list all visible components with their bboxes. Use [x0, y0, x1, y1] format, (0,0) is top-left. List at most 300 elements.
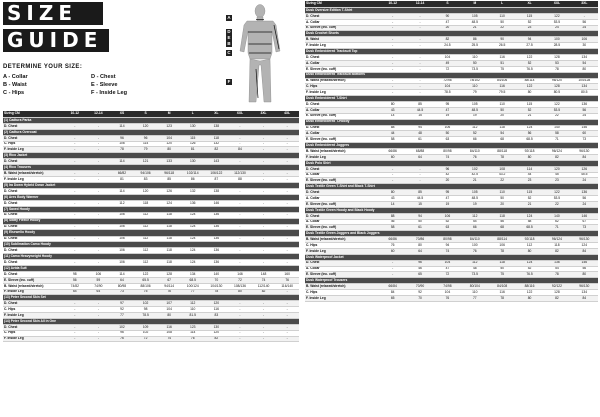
- table-cell: 74: [157, 336, 181, 342]
- table-cell: 76: [275, 277, 299, 283]
- measurement-item-a: A - Collar: [3, 74, 28, 80]
- table-cell: 79: [461, 90, 488, 96]
- table-cell: -: [252, 200, 276, 206]
- table-cell: 59: [87, 277, 111, 283]
- table-cell: 28.5: [543, 43, 570, 49]
- table-cell: 88: [228, 177, 252, 183]
- measurement-heading: DETERMINE YOUR SIZE:: [3, 64, 83, 70]
- table-row: [305, 295, 598, 301]
- table-cell: 118: [157, 260, 181, 266]
- table-cell: -: [63, 336, 87, 342]
- measurement-label: A. Collar: [305, 107, 379, 113]
- table-cell: 45: [543, 172, 570, 178]
- table-cell: -: [275, 159, 299, 165]
- table-cell: -: [275, 224, 299, 230]
- table-cell: 112: [461, 125, 488, 131]
- table-cell: 112: [134, 212, 158, 218]
- table-cell: 136: [571, 190, 598, 196]
- table-cell: 124: [157, 200, 181, 206]
- table-cell: 108: [489, 166, 516, 172]
- column-header: 4XL: [275, 111, 299, 117]
- table-cell: 124: [516, 260, 543, 266]
- table-cell: 80/98: [434, 149, 461, 155]
- table-cell: 130: [205, 324, 229, 330]
- measurement-label: D. Chest: [3, 200, 63, 206]
- table-cell: 115: [516, 13, 543, 19]
- body-measurement-figure: [220, 3, 300, 105]
- table-cell: -: [228, 307, 252, 313]
- table-cell: 120: [134, 188, 158, 194]
- table-cell: 76: [181, 336, 205, 342]
- table-cell: 63: [434, 137, 461, 143]
- table-cell: 122: [543, 190, 570, 196]
- figure-label-a: A: [227, 15, 231, 20]
- table-cell: -: [379, 178, 406, 184]
- table-cell: 49: [434, 60, 461, 66]
- table-cell: 118: [205, 135, 229, 141]
- table-cell: 124: [181, 212, 205, 218]
- measurement-label: D. Chest: [3, 248, 63, 254]
- table-cell: 77: [461, 295, 488, 301]
- measurement-label: D. Chest: [305, 125, 379, 131]
- table-cell: 24: [571, 25, 598, 31]
- table-cell: 52: [516, 60, 543, 66]
- measurement-label: F. Inside Leg: [305, 154, 379, 160]
- table-cell: 19: [461, 113, 488, 119]
- table-cell: -: [275, 171, 299, 177]
- table-cell: 100/124: [181, 283, 205, 289]
- table-cell: -: [228, 324, 252, 330]
- table-cell: -: [87, 236, 111, 242]
- table-cell: 73.5: [461, 272, 488, 278]
- table-cell: 56: [516, 131, 543, 137]
- table-cell: 86: [181, 177, 205, 183]
- table-cell: 122: [543, 102, 570, 108]
- table-cell: -: [87, 123, 111, 129]
- table-cell: 53: [543, 60, 570, 66]
- table-cell: 78: [543, 66, 570, 72]
- table-cell: 136: [205, 212, 229, 218]
- table-cell: -: [379, 37, 406, 43]
- table-cell: -: [87, 313, 111, 319]
- table-cell: 126: [181, 141, 205, 147]
- table-cell: 120: [205, 301, 229, 307]
- table-cell: 124: [516, 125, 543, 131]
- table-cell: -: [252, 188, 276, 194]
- table-cell: 20: [434, 25, 461, 31]
- left-size-table: [3, 111, 299, 342]
- product-name: (12) Avida Suit: [3, 266, 299, 272]
- column-header: XL: [516, 1, 543, 7]
- measurement-label: B. Waist (relaxed/stretch): [305, 78, 379, 84]
- table-cell: 21: [461, 178, 488, 184]
- table-cell: 132: [205, 141, 229, 147]
- table-cell: 54: [571, 60, 598, 66]
- table-cell: 88/114: [489, 237, 516, 243]
- table-cell: 62: [543, 219, 570, 225]
- product-name: (1) Cadtura Parka: [3, 117, 299, 123]
- table-cell: 88: [379, 125, 406, 131]
- table-cell: -: [63, 330, 87, 336]
- table-cell: -: [252, 141, 276, 147]
- table-cell: 44.5: [406, 196, 433, 202]
- table-cell: 84: [228, 147, 252, 153]
- measurement-label: F. Inside Leg: [3, 336, 63, 342]
- table-cell: -: [379, 266, 406, 272]
- table-cell: 66: [461, 225, 488, 231]
- measurement-label: B. Waist (relaxed/stretch): [305, 237, 379, 243]
- table-cell: -: [252, 177, 276, 183]
- measurement-label: F. Inside Leg: [3, 289, 63, 295]
- table-cell: 74: [434, 248, 461, 254]
- table-cell: -: [379, 166, 406, 172]
- column-header: 12-14: [406, 1, 433, 7]
- table-cell: 46: [406, 266, 433, 272]
- table-cell: 96/120: [543, 78, 570, 84]
- table-cell: -: [63, 236, 87, 242]
- title-line-2: GUIDE: [3, 29, 109, 52]
- table-cell: 106: [110, 260, 134, 266]
- table-cell: -: [275, 177, 299, 183]
- table-cell: 75: [489, 66, 516, 72]
- table-cell: 107: [157, 301, 181, 307]
- table-cell: 48.5: [461, 196, 488, 202]
- table-cell: -: [275, 289, 299, 295]
- measurement-label: B. Waist (relaxed/stretch): [305, 149, 379, 155]
- table-cell: 134: [571, 55, 598, 61]
- table-cell: 74: [434, 154, 461, 160]
- table-cell: 97: [110, 301, 134, 307]
- table-cell: 80: [406, 243, 433, 249]
- table-cell: 67: [157, 277, 181, 283]
- table-cell: -: [252, 324, 276, 330]
- table-cell: -: [406, 172, 433, 178]
- table-cell: 128: [157, 272, 181, 278]
- table-cell: -: [228, 330, 252, 336]
- measurement-item-b: B - Waist: [3, 82, 27, 88]
- table-cell: 106: [110, 212, 134, 218]
- table-cell: -: [63, 159, 87, 165]
- table-cell: -: [87, 336, 111, 342]
- table-cell: 80/98: [110, 283, 134, 289]
- table-cell: 70: [406, 295, 433, 301]
- table-cell: -: [406, 66, 433, 72]
- measurement-label: F. Inside Leg: [305, 90, 379, 96]
- table-cell: 136: [543, 260, 570, 266]
- table-cell: 73.5: [461, 66, 488, 72]
- table-cell: 121: [134, 159, 158, 165]
- table-cell: 106: [434, 125, 461, 131]
- table-cell: 52: [516, 196, 543, 202]
- table-cell: 82: [543, 248, 570, 254]
- table-cell: 72: [228, 277, 252, 283]
- table-cell: -: [87, 159, 111, 165]
- table-cell: 134: [571, 84, 598, 90]
- table-cell: 22: [489, 178, 516, 184]
- table-cell: 102: [134, 330, 158, 336]
- table-cell: -: [63, 200, 87, 206]
- product-name: Dusk Textile Green T-Shirt and Black T-Shirt: [305, 184, 598, 190]
- table-cell: -: [406, 166, 433, 172]
- table-cell: -: [275, 313, 299, 319]
- table-cell: 58: [543, 131, 570, 137]
- table-cell: 78: [489, 154, 516, 160]
- table-cell: 114: [110, 123, 134, 129]
- table-cell: 48: [461, 266, 488, 272]
- table-cell: -: [275, 307, 299, 313]
- measurement-label: D. Chest: [3, 212, 63, 218]
- table-cell: 15: [406, 201, 433, 207]
- table-cell: 54: [461, 219, 488, 225]
- table-cell: 71: [543, 137, 570, 143]
- table-cell: 110: [181, 307, 205, 313]
- column-header: 3XL: [571, 1, 598, 7]
- table-cell: 110: [461, 84, 488, 90]
- table-cell: -: [275, 330, 299, 336]
- table-cell: 73: [110, 289, 134, 295]
- table-cell: 95: [434, 102, 461, 108]
- column-header: L: [489, 1, 516, 7]
- table-cell: 78: [205, 289, 229, 295]
- table-cell: 80: [571, 272, 598, 278]
- table-cell: 78/102: [461, 78, 488, 84]
- measurement-label: A. Collar: [305, 266, 379, 272]
- table-cell: 123: [157, 123, 181, 129]
- table-cell: 124: [571, 243, 598, 249]
- measurement-label: E. Sleeve (inc. cuff): [305, 113, 379, 119]
- column-header: XXL: [228, 111, 252, 117]
- table-cell: -: [571, 13, 598, 19]
- table-cell: 22: [489, 25, 516, 31]
- product-name: (9) Elsewelio Hoody: [3, 230, 299, 236]
- table-cell: 96/130: [571, 284, 598, 290]
- measurement-label: B. Waist (relaxed/stretch): [3, 171, 63, 177]
- table-cell: 128: [543, 290, 570, 296]
- table-cell: 114: [134, 141, 158, 147]
- table-cell: 74/90: [87, 283, 111, 289]
- table-cell: 112: [181, 301, 205, 307]
- table-cell: 104: [434, 84, 461, 90]
- table-cell: 77: [110, 313, 134, 319]
- table-cell: -: [379, 260, 406, 266]
- table-cell: -: [275, 236, 299, 242]
- table-cell: 84/106: [489, 78, 516, 84]
- table-cell: 68.5: [516, 137, 543, 143]
- table-cell: 112: [134, 224, 158, 230]
- table-cell: 102: [110, 324, 134, 330]
- table-cell: 53.5: [543, 107, 570, 113]
- table-cell: 122: [516, 290, 543, 296]
- measurement-item-f: F - Inside Leg: [91, 90, 128, 96]
- table-cell: 108: [157, 330, 181, 336]
- table-cell: -: [228, 141, 252, 147]
- product-name: (14) Peter Second Skin All in One: [3, 318, 299, 324]
- table-cell: 68/88: [406, 149, 433, 155]
- table-cell: 70/90: [406, 284, 433, 290]
- measurement-label: B. Waist: [305, 37, 379, 43]
- title-line-1: SIZE: [3, 2, 103, 25]
- table-cell: 54: [543, 266, 570, 272]
- table-cell: 66: [461, 137, 488, 143]
- table-cell: -: [252, 301, 276, 307]
- table-cell: 78.5: [434, 90, 461, 96]
- measurement-label: F. Inside Leg: [305, 43, 379, 49]
- table-cell: 118: [489, 213, 516, 219]
- table-cell: 114: [516, 166, 543, 172]
- table-cell: 81.5: [181, 313, 205, 319]
- table-cell: 52: [516, 107, 543, 113]
- table-cell: 90: [434, 13, 461, 19]
- table-cell: 78: [489, 295, 516, 301]
- table-cell: 104: [157, 135, 181, 141]
- table-cell: 126: [157, 188, 181, 194]
- table-cell: 60: [571, 131, 598, 137]
- table-cell: 116: [489, 290, 516, 296]
- table-cell: 80: [379, 102, 406, 108]
- measurement-label: A. Collar: [305, 131, 379, 137]
- table-cell: 65: [406, 272, 433, 278]
- product-name: (5) Ira Down Hybrid Down Jacket: [3, 182, 299, 188]
- measurement-label: E. Sleeve (inc. cuff): [305, 137, 379, 143]
- table-cell: -: [63, 141, 87, 147]
- table-cell: 105: [461, 102, 488, 108]
- table-cell: 124: [181, 236, 205, 242]
- table-cell: 112/140: [252, 283, 276, 289]
- table-cell: 94: [434, 243, 461, 249]
- table-cell: 96: [134, 135, 158, 141]
- table-cell: 140: [543, 125, 570, 131]
- table-cell: 106: [110, 236, 134, 242]
- table-cell: -: [275, 147, 299, 153]
- table-cell: 50: [406, 219, 433, 225]
- table-cell: 112: [516, 243, 543, 249]
- table-cell: 115: [516, 190, 543, 196]
- table-cell: -: [252, 330, 276, 336]
- table-cell: 105: [461, 13, 488, 19]
- table-cell: 15: [406, 113, 433, 119]
- product-name: Dusk Embroidered T-Shirt: [305, 96, 598, 102]
- table-cell: 65.5: [134, 277, 158, 283]
- table-cell: 80: [571, 66, 598, 72]
- table-cell: -: [275, 200, 299, 206]
- table-cell: 160: [275, 272, 299, 278]
- table-cell: 21: [461, 25, 488, 31]
- table-cell: 114: [110, 272, 134, 278]
- table-cell: -: [379, 272, 406, 278]
- table-cell: 43: [379, 107, 406, 113]
- table-cell: 116: [489, 55, 516, 61]
- table-cell: 58: [379, 225, 406, 231]
- table-cell: 82: [205, 147, 229, 153]
- table-cell: 64: [110, 277, 134, 283]
- table-cell: 115: [516, 102, 543, 108]
- table-cell: 56: [571, 196, 598, 202]
- measurement-label: D. Chest: [3, 135, 63, 141]
- column-header: L: [181, 111, 205, 117]
- table-cell: 60: [379, 154, 406, 160]
- table-cell: 112: [134, 236, 158, 242]
- table-cell: 118: [157, 224, 181, 230]
- table-cell: 110: [489, 13, 516, 19]
- measurement-label: E. Sleeve (inc. cuff): [305, 225, 379, 231]
- table-cell: -: [63, 188, 87, 194]
- table-cell: 75: [134, 289, 158, 295]
- table-cell: -: [252, 313, 276, 319]
- table-cell: -: [228, 236, 252, 242]
- measurement-label: A. Collar: [305, 219, 379, 225]
- table-cell: 146: [571, 125, 598, 131]
- table-cell: 80.5: [543, 90, 570, 96]
- figure-label-f: F: [227, 79, 231, 84]
- product-name: (7) Saxed Hoody: [3, 206, 299, 212]
- table-cell: 133: [157, 159, 181, 165]
- product-name: (3) Rico Jacket: [3, 153, 299, 159]
- table-cell: 50: [489, 19, 516, 25]
- table-cell: 80.5: [571, 90, 598, 96]
- table-cell: 120: [205, 330, 229, 336]
- measurement-label: D. Chest: [3, 324, 63, 330]
- table-cell: -: [252, 336, 276, 342]
- table-cell: 66/84: [379, 284, 406, 290]
- table-cell: 19: [434, 113, 461, 119]
- table-cell: -: [228, 188, 252, 194]
- table-cell: -: [406, 13, 433, 19]
- table-cell: 47: [434, 196, 461, 202]
- table-cell: 124: [181, 260, 205, 266]
- measurement-label: E. Sleeve (inc. cuff): [305, 66, 379, 72]
- table-cell: 82: [434, 37, 461, 43]
- table-cell: 51: [489, 60, 516, 66]
- table-cell: 114: [181, 330, 205, 336]
- table-cell: 94: [406, 213, 433, 219]
- table-cell: 118: [489, 260, 516, 266]
- measurement-label: F. Inside Leg: [3, 313, 63, 319]
- table-cell: -: [252, 260, 276, 266]
- measurement-label: D. Chest: [3, 272, 63, 278]
- table-cell: 136: [181, 200, 205, 206]
- figure-label-d: D: [227, 29, 231, 34]
- table-cell: 128: [543, 84, 570, 90]
- table-cell: 14: [379, 201, 406, 207]
- column-header: Sizing CM: [305, 1, 379, 7]
- table-cell: 52: [516, 19, 543, 25]
- table-cell: 120: [134, 123, 158, 129]
- table-cell: 112: [461, 213, 488, 219]
- table-cell: 136: [205, 260, 229, 266]
- product-name: Dusk Waterproof Jacket: [305, 254, 598, 260]
- measurement-label: D. Chest: [3, 224, 63, 230]
- table-cell: 102: [134, 301, 158, 307]
- table-cell: -: [87, 171, 111, 177]
- table-cell: 79.5: [489, 90, 516, 96]
- measurement-label: C. Hips: [305, 84, 379, 90]
- table-cell: 85: [157, 177, 181, 183]
- table-cell: 76.5: [516, 66, 543, 72]
- measurement-label: D. Chest: [305, 102, 379, 108]
- table-cell: 42.5: [461, 172, 488, 178]
- table-cell: 118: [543, 243, 570, 249]
- table-cell: -: [252, 212, 276, 218]
- table-cell: -: [63, 301, 87, 307]
- table-cell: 105: [461, 190, 488, 196]
- measurement-label: D. Chest: [3, 123, 63, 129]
- measurement-label: D. Chest: [305, 55, 379, 61]
- table-cell: -: [252, 307, 276, 313]
- table-cell: -: [63, 147, 87, 153]
- table-cell: 118: [157, 236, 181, 242]
- table-cell: 128: [543, 55, 570, 61]
- table-cell: -: [379, 13, 406, 19]
